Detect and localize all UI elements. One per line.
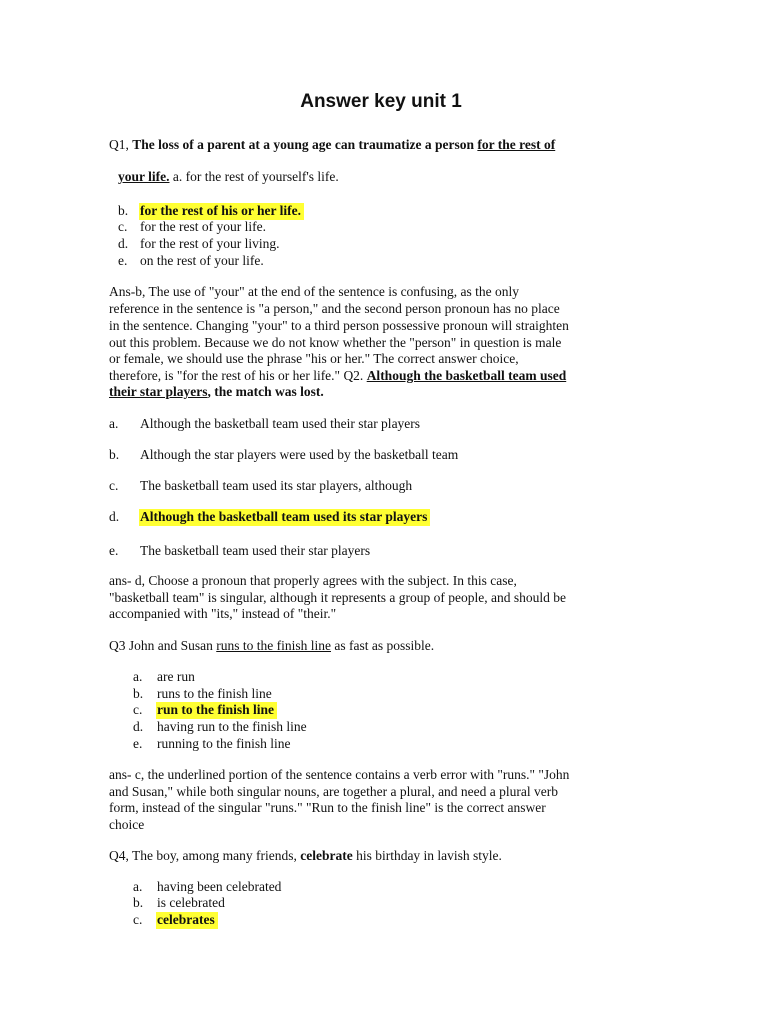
q1-option-e-text: on the rest of your life. [140, 253, 264, 268]
q1-stem [109, 137, 555, 154]
q2-answer-line: ans- d, Choose a pronoun that properly agrees with the subject. In this case, [109, 573, 517, 588]
q4-prefix: Q4, The boy, among many friends, [109, 848, 297, 863]
q4-suffix: his birthday in lavish style. [356, 848, 502, 863]
q3-prefix: Q3 John and Susan [109, 638, 213, 653]
q1-answer-line: Ans-b, The use of "your" at the end of the sentence is confusing, as the only [109, 284, 520, 299]
q1-option-b-text: for the rest of his or her life. [139, 203, 304, 220]
q2-option-a-text: Although the basketball team used their star players [140, 416, 421, 431]
q1-underlined-2: your life. [118, 169, 170, 184]
q3-answer-line: and Susan," while both singular nouns, are together a plural, and need a plural verb [109, 784, 559, 799]
q4-option-a-letter: a. [133, 879, 143, 894]
q1-option-d-text: for the rest of your living. [140, 236, 280, 251]
q1-answer-line-last [109, 368, 566, 385]
q1-stem-text: The loss of a parent at a young age can traumatize a person [132, 137, 474, 152]
q1-answer-line: out this problem. Because we do not know whether the "person" in question is male [109, 335, 562, 350]
q2-option-c-letter: c. [109, 478, 119, 493]
q2-number: Q2. [343, 368, 364, 383]
q2-stem-line2 [109, 384, 324, 401]
q2-option-b-letter: b. [109, 447, 120, 462]
q3-option-d-text: having run to the finish line [157, 719, 307, 734]
q2-answer-line: accompanied with "its," instead of "their." [109, 606, 337, 621]
q1-option-e-letter: e. [118, 253, 128, 268]
q2-option-d-text: Although the basketball team used its star players [139, 509, 430, 526]
q4-option-c-text: celebrates [156, 912, 218, 929]
q2-underlined-2: their star players [109, 384, 208, 399]
q2-option-d-letter: d. [109, 509, 120, 524]
q3-option-a-text: are run [157, 669, 195, 684]
q3-option-e-letter: e. [133, 736, 143, 751]
q2-option-e-letter: e. [109, 543, 119, 558]
q1-option-a-letter: a. [172, 169, 183, 184]
q1-option-a-text: for the rest of yourself's life. [185, 169, 339, 184]
q2-stem-tail: , the match was lost. [207, 384, 324, 399]
q1-option-b-letter: b. [118, 203, 129, 218]
q2-option-e-text: The basketball team used their star players [140, 543, 371, 558]
q3-option-d-letter: d. [133, 719, 144, 734]
q4-stem [109, 848, 502, 865]
q1-answer-text: therefore, is "for the rest of his or her life." [109, 368, 341, 383]
q2-option-a-letter: a. [109, 416, 119, 431]
q4-bold-word: celebrate [300, 848, 353, 863]
page-title: Answer key unit 1 [300, 91, 462, 112]
q3-option-e-text: running to the finish line [157, 736, 291, 751]
q3-option-a-letter: a. [133, 669, 143, 684]
q2-underlined-1: Although the basketball team used [366, 368, 567, 383]
q3-answer-line: ans- c, the underlined portion of the sentence contains a verb error with "runs." "John [109, 767, 570, 782]
q4-option-c-letter: c. [133, 912, 143, 927]
q2-option-c-text: The basketball team used its star players, although [140, 478, 413, 493]
q3-answer-line: choice [109, 817, 145, 832]
q3-option-b-text: runs to the finish line [157, 686, 272, 701]
q3-option-c-text: run to the finish line [156, 702, 277, 719]
q2-option-b-text: Although the star players were used by the basketball team [140, 447, 459, 462]
q4-option-b-text: is celebrated [157, 895, 225, 910]
q1-answer-line: reference in the sentence is "a person," and the second person pronoun has no place [109, 301, 560, 316]
q4-option-a-text: having been celebrated [157, 879, 282, 894]
q1-underlined-1: for the rest of [477, 137, 556, 152]
q3-underlined: runs to the finish line [216, 638, 331, 653]
q3-option-c-letter: c. [133, 702, 143, 717]
q1-option-c-letter: c. [118, 219, 128, 234]
q1-answer-line: in the sentence. Changing "your" to a third person possessive pronoun will straighten [109, 318, 569, 333]
q1-stem-line2 [118, 169, 339, 186]
q1-option-c-text: for the rest of your life. [140, 219, 266, 234]
q4-option-b-letter: b. [133, 895, 144, 910]
q3-answer-line: form, instead of the singular "runs." "Run to the finish line" is the correct answer [109, 800, 546, 815]
q1-number: Q1, [109, 137, 129, 152]
q1-option-d-letter: d. [118, 236, 129, 251]
q3-option-b-letter: b. [133, 686, 144, 701]
q3-stem [109, 638, 434, 655]
q1-answer-line: or female, we should use the phrase "his or her." The correct answer choice, [109, 351, 519, 366]
q3-suffix: as fast as possible. [334, 638, 435, 653]
q2-answer-line: "basketball team" is singular, although it represents a group of people, and should be [109, 590, 566, 605]
